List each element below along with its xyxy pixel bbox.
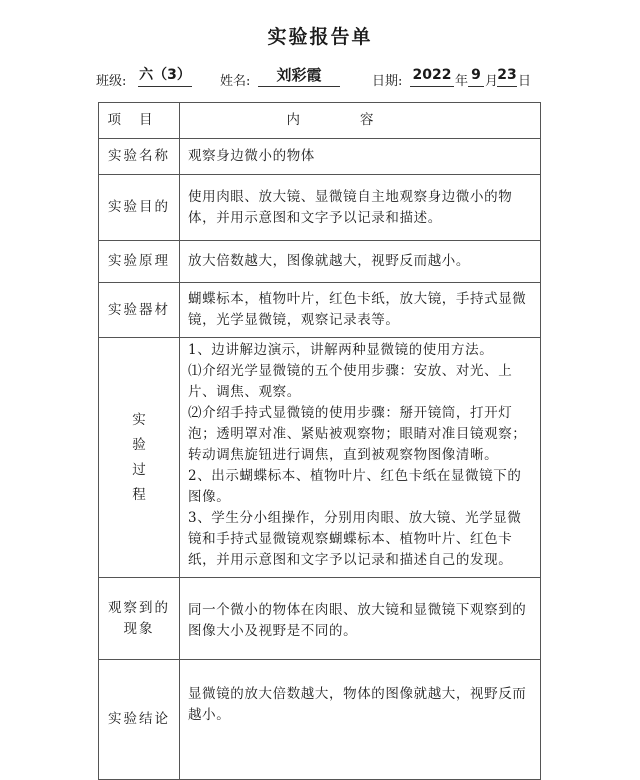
row-label: 实验器材	[99, 283, 180, 338]
row-content: 放大倍数越大，图像就越大，视野反而越小。	[180, 241, 541, 283]
process-line: 2、出示蝴蝶标本、植物叶片、红色卡纸在显微镜下的图像。	[188, 468, 522, 505]
row-label	[99, 338, 180, 578]
name-label: 姓名:	[220, 74, 251, 89]
class-value: 六（3）	[138, 64, 192, 87]
row-label	[99, 578, 180, 660]
process-line: ⑴介绍光学显微镜的五个使用步骤：安放、对光、上片、调焦、观察。	[188, 363, 513, 400]
date-day: 23	[497, 64, 517, 87]
row-content: 蝴蝶标本，植物叶片，红色卡纸，放大镜，手持式显微镜，光学显微镜，观察记录表等。	[180, 283, 541, 338]
row-label: 实验结论	[99, 660, 180, 780]
info-row	[0, 64, 640, 90]
month-unit: 月	[485, 74, 499, 89]
row-content: 显微镜的放大倍数越大，物体的图像就越大，视野反而越小。	[180, 660, 541, 780]
process-line: 1、边讲解边演示，讲解两种显微镜的使用方法。	[188, 342, 494, 358]
class-label: 班级:	[96, 74, 127, 89]
row-label: 实验目的	[99, 175, 180, 241]
process-line: 3、学生分小组操作，分别用肉眼、放大镜、光学显微镜和手持式显微镜观察蝴蝶标本、植物叶片、红色卡纸，并用示意图和文字予以记录和描述自己的发现。	[188, 510, 522, 568]
row-content: 使用肉眼、放大镜、显微镜自主地观察身边微小的物体，并用示意图和文字予以记录和描述。	[180, 175, 541, 241]
table-row	[99, 283, 541, 338]
table-row	[99, 175, 541, 241]
name-value: 刘彩霞	[258, 64, 340, 87]
year-unit: 年	[455, 74, 469, 89]
date-month: 9	[468, 64, 484, 87]
table-row	[99, 139, 541, 175]
row-content: 同一个微小的物体在肉眼、放大镜和显微镜下观察到的图像大小及视野是不同的。	[180, 578, 541, 660]
table-row	[99, 338, 541, 578]
report-title: 实验报告单	[267, 26, 373, 48]
table-header-row	[99, 103, 541, 139]
table-row	[99, 660, 541, 780]
row-label-line: 观察到的	[108, 599, 170, 616]
table-row	[99, 241, 541, 283]
header-item: 项目	[99, 103, 180, 139]
row-content	[180, 338, 541, 578]
row-label: 实验名称	[99, 139, 180, 175]
vertical-label: 实验过程	[132, 411, 146, 503]
header-content: 内容	[180, 103, 541, 139]
date-year: 2022	[410, 64, 454, 87]
report-table	[98, 102, 541, 780]
date-label: 日期:	[372, 74, 403, 89]
table-row	[99, 578, 541, 660]
process-line: ⑵介绍手持式显微镜的使用步骤：掰开镜筒，打开灯泡；透明罩对准、紧贴被观察物；眼睛对准目镜观察；转动调焦旋钮进行调焦，直到被观察物图像清晰。	[188, 405, 527, 463]
row-label-line: 现象	[123, 620, 155, 637]
row-content: 观察身边微小的物体	[180, 139, 541, 175]
row-label: 实验原理	[99, 241, 180, 283]
day-unit: 日	[518, 74, 532, 89]
